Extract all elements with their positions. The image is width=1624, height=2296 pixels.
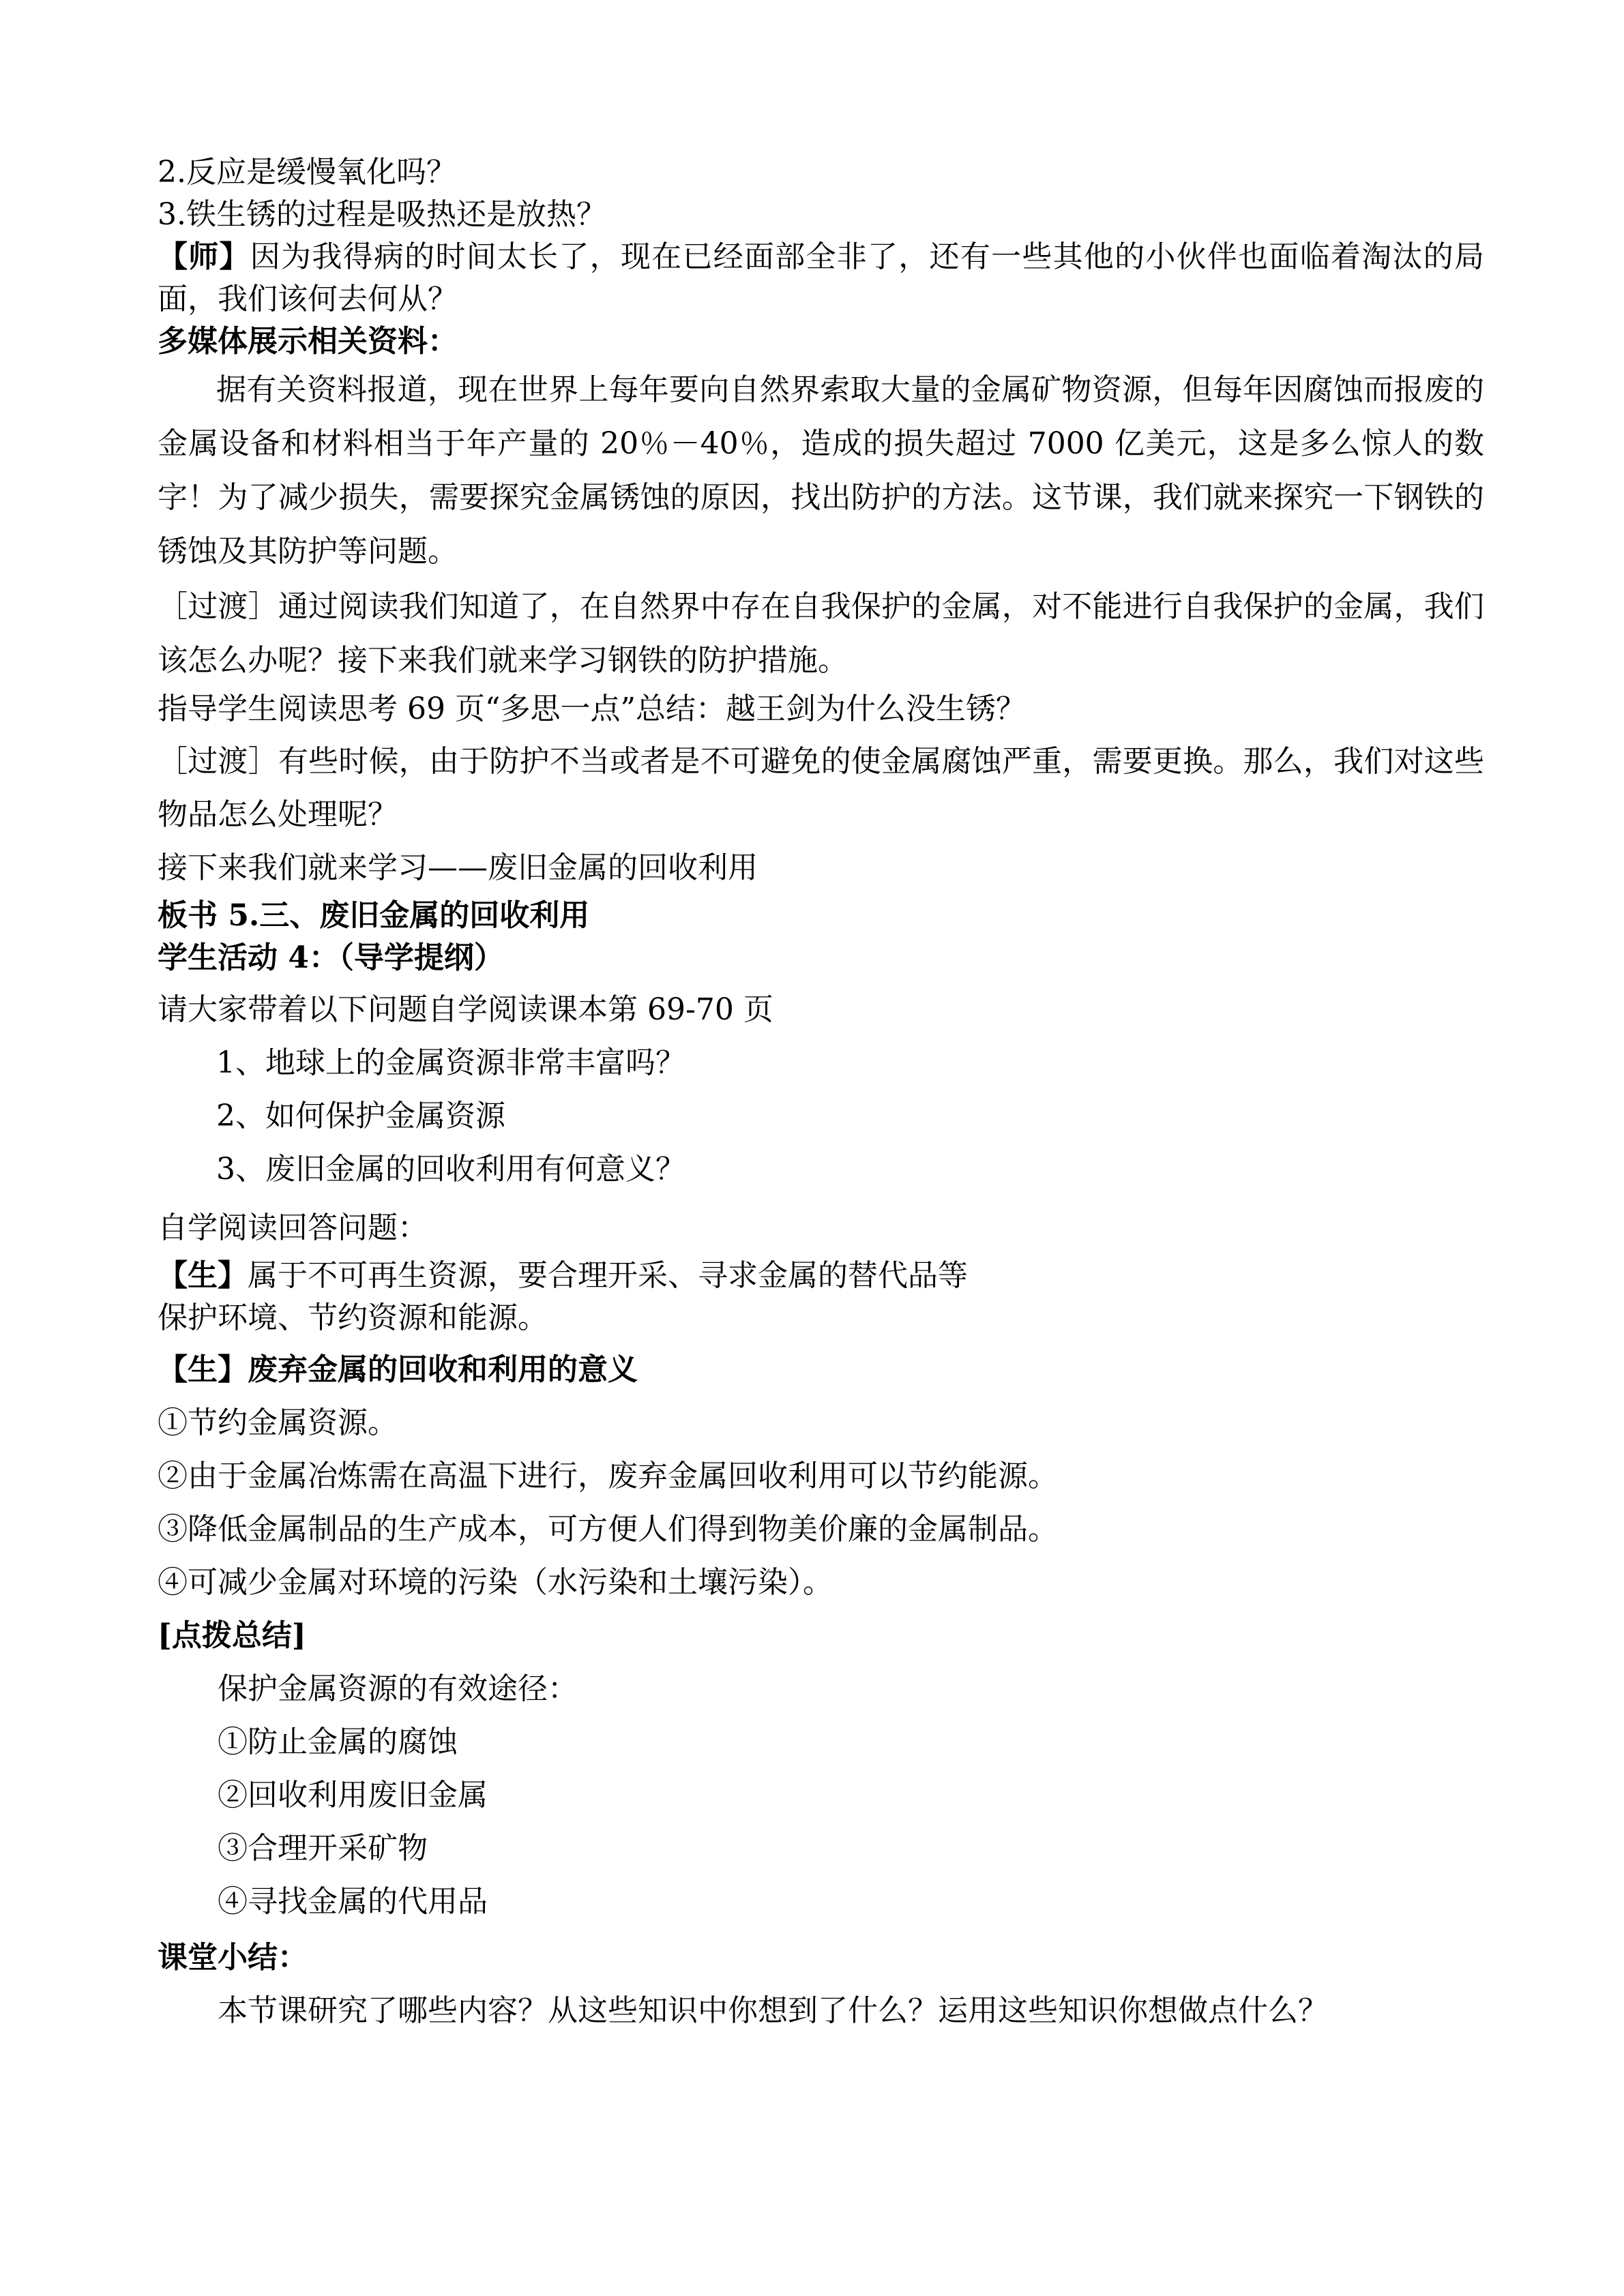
question-3: 3.铁生锈的过程是吸热还是放热？ [158, 197, 606, 232]
transition-1 [158, 580, 1484, 687]
significance-4: ④可减少金属对环境的污染（水污染和土壤污染）。 [158, 1565, 833, 1600]
self-read-instruction: 请大家带着以下问题自学阅读课本第 69-70 页 [158, 992, 773, 1027]
teacher-tag: 【师】 [158, 239, 250, 274]
transition-1-text: 通过阅读我们知道了，在自然界中存在自我保护的金属，对不能进行自我保护的金属，我们该怎么办呢？接下来我们就来学习钢铁的防护措施。 [158, 589, 1485, 678]
activity-question-2: 2、如何保护金属资源 [216, 1099, 505, 1133]
transition-2 [158, 735, 1484, 841]
board-heading: 板书 5.三、废旧金属的回收利用 [158, 898, 590, 933]
transition-2-text: 有些时候，由于防护不当或者是不可避免的使金属腐蚀严重，需要更换。那么，我们对这些物品怎么处理呢？ [158, 744, 1485, 832]
summary-intro: 保护金属资源的有效途径： [218, 1671, 578, 1706]
summary-item-3: ③合理开采矿物 [218, 1831, 428, 1866]
student-tag: 【生】 [158, 1258, 248, 1293]
next-learn: 接下来我们就来学习——废旧金属的回收利用 [158, 850, 758, 885]
significance-2: ②由于金属冶炼需在高温下进行，废弃金属回收利用可以节约能源。 [158, 1459, 1058, 1493]
transition-1-tag: ［过渡］ [158, 589, 278, 624]
activity-question-1: 1、地球上的金属资源非常丰富吗？ [216, 1045, 685, 1080]
answer-intro: 自学阅读回答问题： [158, 1210, 428, 1245]
document-content [158, 151, 1484, 2038]
student-answer-text: 属于不可再生资源，要合理开采、寻求金属的替代品等 [248, 1258, 968, 1293]
significance-heading: 【生】废弃金属的回收和利用的意义 [158, 1352, 638, 1387]
guide-reading: 指导学生阅读思考 69 页“多思一点”总结：越王剑为什么没生锈？ [158, 691, 1026, 726]
question-2: 2.反应是缓慢氧化吗？ [158, 155, 456, 190]
summary-item-2: ②回收利用废旧金属 [218, 1778, 488, 1813]
summary-item-1: ①防止金属的腐蚀 [218, 1725, 458, 1759]
teacher-text: 因为我得病的时间太长了，现在已经面部全非了，还有一些其他的小伙伴也面临着淘汰的局面，我们该何去何从？ [158, 239, 1485, 316]
activity-question-3: 3、废旧金属的回收利用有何意义？ [216, 1152, 685, 1187]
significance-3: ③降低金属制品的生产成本，可方便人们得到物美价廉的金属制品。 [158, 1512, 1058, 1547]
transition-2-tag: ［过渡］ [158, 744, 278, 779]
teacher-paragraph [158, 236, 1484, 320]
media-heading: 多媒体展示相关资料： [158, 324, 458, 359]
activity-heading: 学生活动 4：（导学提纲） [158, 940, 504, 975]
media-paragraph: 据有关资料报道，现在世界上每年要向自然界索取大量的金属矿物资源，但每年因腐蚀而报废的金属设备和材料相当于年产量的 20％－40％，造成的损失超过 7000 亿美元，这是多么惊人的数字！为了减少损失，需要探究金属锈蚀的原因，找出防护的方法。这节课，我们就来探究一下钢铁的锈蚀及其防护等问题。 [158, 372, 1484, 569]
protect-line: 保护环境、节约资源和能源。 [158, 1300, 548, 1335]
class-summary-heading: 课堂小结： [158, 1940, 308, 1975]
student-answer [158, 1255, 1484, 1297]
summary-tag: [点拨总结] [158, 1618, 306, 1653]
summary-item-4: ④寻找金属的代用品 [218, 1884, 488, 1919]
class-summary-text: 本节课研究了哪些内容？从这些知识中你想到了什么？运用这些知识你想做点什么？ [218, 1993, 1328, 2028]
significance-1: ①节约金属资源。 [158, 1405, 398, 1440]
